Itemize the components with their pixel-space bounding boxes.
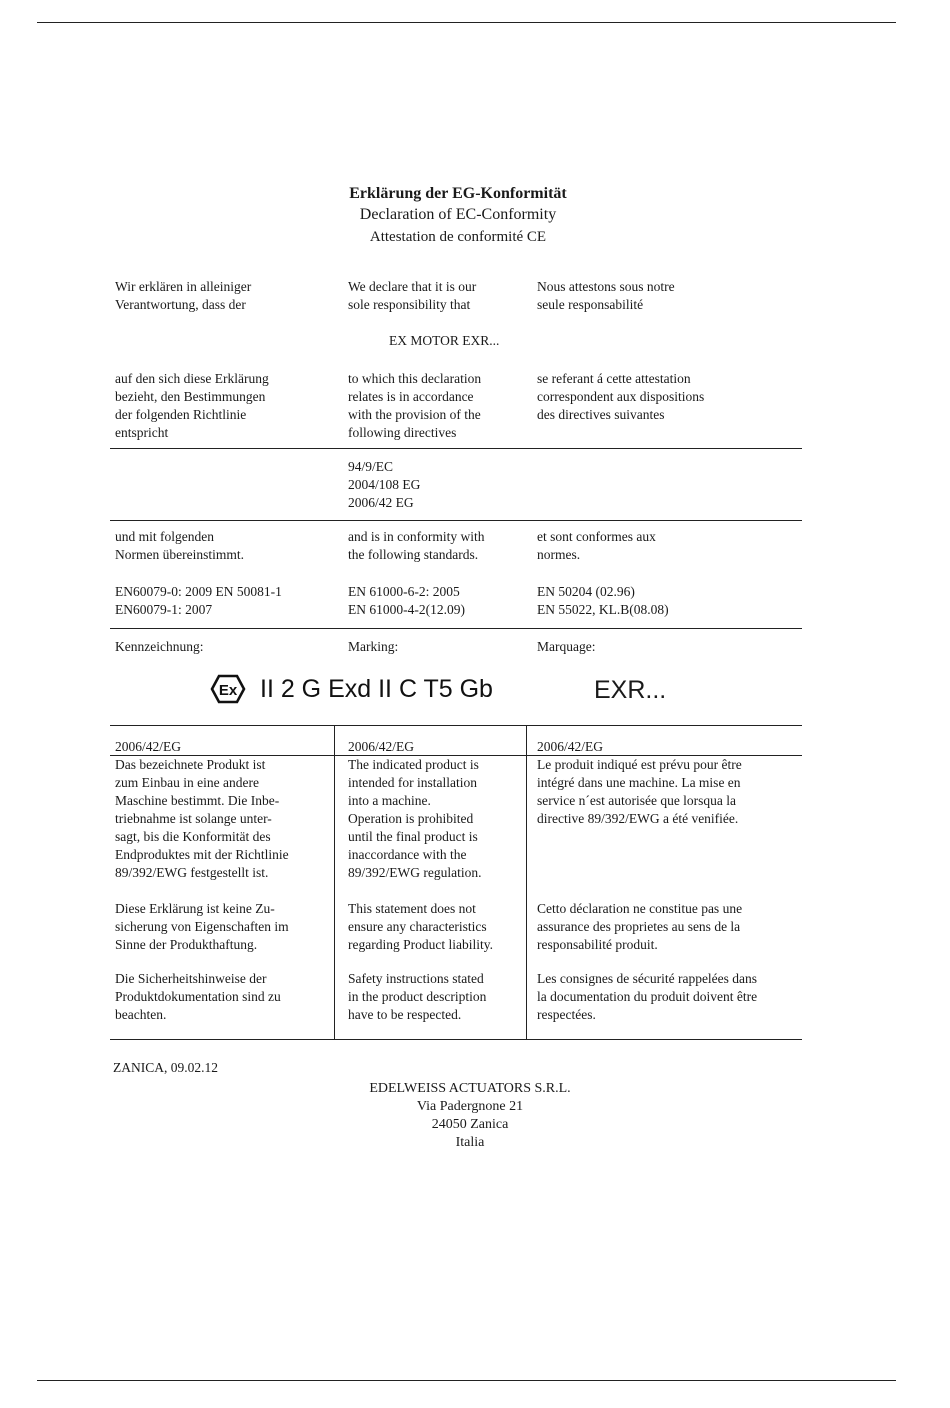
machinery-header-en: 2006/42/EG: [348, 739, 414, 754]
machinery-p2-en: This statement does not ensure any characteristics regarding Product liability.: [348, 901, 493, 952]
marking-label-fr: Marquage:: [537, 639, 596, 654]
machinery-header-de: 2006/42/EG: [115, 739, 181, 754]
standards-intro-fr: et sont conformes aux normes.: [537, 529, 656, 562]
machinery-header-fr: 2006/42/EG: [537, 739, 603, 754]
table-top-rule: [110, 725, 802, 726]
table-bottom-rule: [110, 1039, 802, 1040]
intro-fr: Nous attestons sous notre seule responsabilité: [537, 279, 675, 312]
svg-text:Ex: Ex: [218, 682, 238, 699]
company-name: EDELWEISS ACTUATORS S.R.L.: [369, 1081, 571, 1096]
standards-en: EN 61000-6-2: 2005 EN 61000-4-2(12.09): [348, 584, 465, 617]
divider: [110, 520, 802, 521]
bottom-rule: [37, 1380, 896, 1381]
machinery-p2-de: Diese Erklärung ist keine Zu- sicherung von Eigenschaften im Sinne der Produkthaftung.: [115, 901, 289, 952]
directive-intro-de: auf den sich diese Erklärung bezieht, den Bestimmungen der folgenden Richtlinie entspricht: [115, 371, 269, 440]
atex-ex-hexagon-icon: [210, 674, 246, 704]
intro-en: We declare that it is our sole responsibility that: [348, 279, 477, 312]
place-date: ZANICA, 09.02.12: [113, 1060, 218, 1075]
directives-list: 94/9/EC 2004/108 EG 2006/42 EG: [348, 459, 421, 510]
machinery-p3-de: Die Sicherheitshinweise der Produktdokumentation sind zu beachten.: [115, 971, 281, 1022]
standards-intro-en: and is in conformity with the following standards.: [348, 529, 485, 562]
company-city: 24050 Zanica: [431, 1117, 509, 1132]
table-column-divider: [526, 725, 527, 1039]
title-en: Declaration of EC-Conformity: [359, 206, 557, 223]
table-column-divider: [334, 725, 335, 1039]
marking-code: II 2 G Exd II C T5 Gb: [260, 674, 493, 703]
standards-fr: EN 50204 (02.96) EN 55022, KL.B(08.08): [537, 584, 669, 617]
intro-de: Wir erklären in alleiniger Verantwortung, dass der: [115, 279, 252, 312]
standards-intro-de: und mit folgenden Normen übereinstimmt.: [115, 529, 244, 562]
standards-de: EN60079-0: 2009 EN 50081-1 EN60079-1: 2007: [115, 584, 282, 617]
title-de: Erklärung der EG-Konformität: [349, 185, 567, 202]
title-fr: Attestation de conformité CE: [369, 229, 547, 245]
machinery-p2-fr: Cetto déclaration ne constitue pas une assurance des proprietes au sens de la responsabilité produit.: [537, 901, 743, 952]
marking-label-de: Kennzeichnung:: [115, 639, 204, 654]
marking-line: [210, 674, 493, 704]
company-country: Italia: [455, 1135, 485, 1150]
top-rule: [37, 22, 896, 23]
directive-intro-en: to which this declaration relates is in accordance with the provision of the following directives: [348, 371, 482, 440]
machinery-p3-en: Safety instructions stated in the product description have to be respected.: [348, 971, 487, 1022]
marking-label-en: Marking:: [348, 639, 399, 654]
machinery-p1-en: The indicated product is intended for installation into a machine. Operation is prohibited until the final product is inaccordance with the 89/392/EWG regulation.: [348, 757, 482, 880]
company-street: Via Padergnone 21: [416, 1099, 524, 1114]
product-name: EX MOTOR EXR...: [389, 333, 500, 348]
machinery-p1-fr: Le produit indiqué est prévu pour être intégré dans une machine. La mise en service n´est autorisée que lorsqua la directive 89/392/EWG a été venifiée.: [537, 757, 742, 826]
machinery-p1-de: Das bezeichnete Produkt ist zum Einbau in eine andere Maschine bestimmt. Die Inbe- triebnahme ist solange unter- sagt, bis die Konformität des Endproduktes mit der Richtlinie 89/392/EWG festgestellt ist.: [115, 757, 289, 880]
divider: [110, 628, 802, 629]
marking-model: EXR...: [594, 676, 667, 704]
machinery-p3-fr: Les consignes de sécurité rappelées dans la documentation du produit doivent être respectées.: [537, 971, 758, 1022]
divider: [110, 448, 802, 449]
directive-intro-fr: se referant á cette attestation correspondent aux dispositions des directives suivantes: [537, 371, 705, 422]
